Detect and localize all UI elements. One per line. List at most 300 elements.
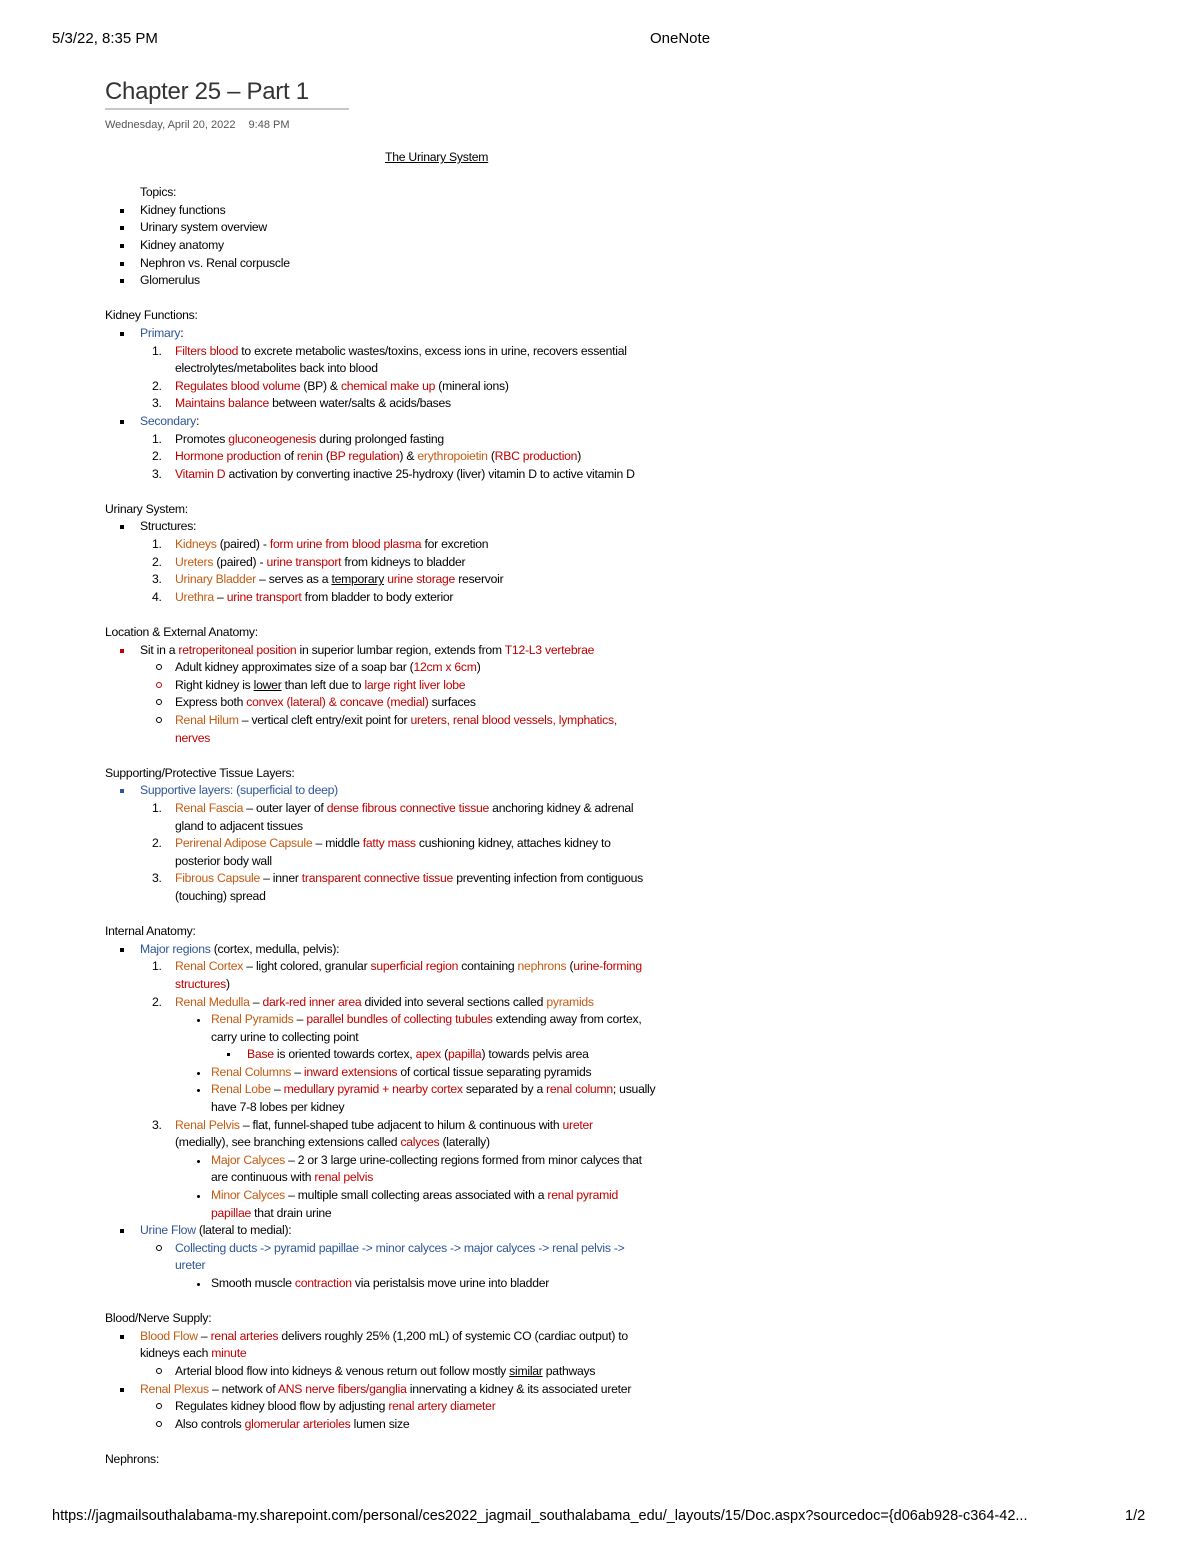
note-text: for excretion [421,537,489,552]
bullet-dot-icon [197,1160,200,1163]
list-number: 1. [152,431,162,446]
note-text: Urinary System: [105,501,188,516]
note-text: Arterial blood flow into kidneys & venous return out follow mostly [175,1363,510,1378]
note-text: have 7-8 lobes per kidney [211,1100,345,1115]
note-text: ) & [399,449,418,464]
note-text: Structures: [140,519,197,534]
note-text: (cortex, medulla, pelvis): [210,941,340,956]
bullet-square-icon [120,209,124,213]
note-line [105,1275,745,1293]
note-text: Secondary [140,413,197,428]
note-line [105,1029,745,1047]
note-line [105,431,745,449]
note-text: papilla [447,1047,482,1062]
note-line [105,395,745,413]
bullet-square-icon [120,1335,124,1339]
page-datetime [105,119,745,131]
note-text: – outer layer of [243,800,327,815]
note-text: : [180,325,184,340]
note-text: (lateral to medial): [195,1223,292,1238]
bullet-square-icon [120,1229,124,1233]
bullet-dot-icon [197,1283,200,1286]
note-text: ( [566,959,574,974]
note-text: ( [322,449,330,464]
page-date: Wednesday, April 20, 2022 [105,119,236,131]
note-text: that drain urine [251,1205,332,1220]
note-text: Blood Flow [140,1328,198,1343]
note-line [105,1293,745,1311]
note-text: Filters blood [175,343,239,358]
bullet-circle-icon [156,1421,162,1427]
note-text: renal pyramid [547,1188,619,1203]
note-line [105,343,745,361]
note-text: dense fibrous connective tissue [326,800,490,815]
note-text: Renal Pyramids [211,1012,294,1027]
note-line [105,501,745,519]
note-text: activation by converting inactive 25-hydroxy (liver) vitamin D to active vitamin D [225,466,635,481]
note-text: medullary pyramid + nearby cortex [283,1082,463,1097]
list-number: 3. [152,1117,162,1132]
note-text: Promotes [175,431,229,446]
note-text: innervating a kidney & its associated ureter [406,1381,632,1396]
note-text: parallel bundles of collecting tubules [306,1012,493,1027]
note-line [105,923,745,941]
note-line [105,1328,745,1346]
note-text: – network of [208,1381,278,1396]
note-text: during prolonged fasting [316,431,444,446]
list-number: 2. [152,449,162,464]
note-text: Fibrous Capsule [175,871,260,886]
note-text: Internal Anatomy: [105,924,196,939]
note-text: of [280,449,297,464]
note-text: preventing infection from contiguous [453,871,644,886]
note-text: of cortical tissue separating pyramids [397,1064,592,1079]
note-text: reservoir [455,572,504,587]
note-text: – [270,1082,284,1097]
note-line [105,747,745,765]
note-text: containing [458,959,518,974]
note-text: ) [226,976,230,991]
note-text: ureter [562,1117,593,1132]
note-text: ureters, renal blood vessels, lymphatics, [410,713,617,727]
note-text: Smooth muscle [211,1276,295,1290]
note-text: Renal Hilum [175,713,239,727]
note-text: Blood/Nerve Supply: [105,1311,212,1326]
list-number: 2. [152,378,162,393]
bullet-circle-icon [156,699,162,705]
note-text: cushioning kidney, attaches kidney to [415,836,611,851]
note-line [105,642,745,660]
note-text: Major regions [140,941,211,956]
note-text: renal pelvis [314,1170,374,1185]
note-line [105,589,745,607]
note-line [105,1117,745,1135]
bullet-dot-icon [197,1195,200,1198]
note-line [105,853,745,871]
note-line [105,255,745,273]
note-text: lumen size [350,1416,410,1431]
note-text: anchoring kidney & adrenal [489,800,634,815]
note-text: – 2 or 3 large urine-collecting regions formed from minor calyces that [284,1152,642,1167]
note-text: Vitamin D [175,466,226,481]
note-text: urine-forming [573,959,642,974]
note-text: Adult kidney approximates size of a soap bar ( [175,660,414,675]
note-line [105,677,745,695]
note-text: gluconeogenesis [228,431,317,446]
note-line [105,378,745,396]
note-line [105,219,745,237]
note-text: gland to adjacent tissues [175,818,303,833]
bullet-dot-icon [197,1089,200,1092]
note-text: Supportive layers: (superficial to deep) [140,783,338,798]
note-text: Renal Cortex [175,959,244,974]
bullet-circle-icon [156,1403,162,1409]
note-text: Hormone production [175,449,281,464]
note-text: – [213,589,227,604]
note-text: kidneys each [140,1346,212,1361]
note-text: pyramids [546,994,594,1009]
bullet-dot-icon [197,1019,200,1022]
note-text: contraction [294,1276,352,1290]
note-line [105,1152,745,1170]
note-line [105,466,745,484]
list-number: 1. [152,800,162,815]
note-text: ) towards pelvis area [481,1047,589,1062]
list-number: 1. [152,537,162,552]
note-text: ureter [175,1258,206,1273]
note-text: Maintains balance [175,396,269,411]
note-text: Right kidney is [175,677,254,692]
note-text: – light colored, granular [243,959,371,974]
note-text: – inner [260,871,302,886]
note-line [105,360,745,378]
bullet-dot-icon [197,1072,200,1075]
note-line [105,730,745,748]
note-text: extending away from cortex, [492,1012,642,1027]
note-line [105,1046,745,1064]
note-line [105,272,745,290]
note-line [105,518,745,536]
note-line [105,694,745,712]
page-time: 9:48 PM [248,119,290,131]
note-line [105,1064,745,1082]
note-text: – [293,1012,307,1027]
note-text: structures [175,976,227,991]
note-text: form urine from blood plasma [269,537,422,552]
note-line [105,149,745,167]
note-text: – vertical cleft entry/exit point for [238,713,411,727]
note-text: ( [441,1047,448,1062]
note-text: erythropoietin [417,449,488,464]
list-number: 1. [152,959,162,974]
note-text: Primary [140,325,181,340]
note-text: urine transport [226,589,302,604]
note-line [105,958,745,976]
note-text: in superior lumbar region, extends from [296,642,505,657]
note-text: 12cm x 6cm [413,660,477,675]
note-text: Sit in a [140,642,179,657]
bullet-square-icon [120,244,124,248]
note-text: Urinary system overview [140,220,267,235]
note-text: Topics: [140,185,177,200]
bullet-circle-icon [156,1368,162,1374]
note-text: (touching) spread [175,888,266,903]
note-text: (paired) - [213,554,267,569]
note-line [105,765,745,783]
note-text: – [197,1328,211,1343]
note-text: nerves [175,730,211,745]
bullet-circle-icon [156,1245,162,1251]
note-text: nephrons [517,959,567,974]
note-text: ) [577,449,582,464]
note-text: Minor Calyces [211,1188,285,1203]
note-text: Glomerulus [140,273,200,288]
list-number: 3. [152,466,162,481]
note-text: (mineral ions) [435,378,509,393]
note-line [105,1363,745,1381]
note-line [105,906,745,924]
note-text: similar [509,1363,543,1378]
list-number: 3. [152,572,162,587]
note-text: Renal Fascia [175,800,244,815]
note-line [105,1257,745,1275]
note-text: Kidney anatomy [140,237,224,252]
note-text: Nephrons: [105,1451,159,1466]
note-text: renin [296,449,323,464]
note-text: – middle [312,836,363,851]
note-text: transparent connective tissue [301,871,454,886]
note-line [105,325,745,343]
note-line [105,1011,745,1029]
page-title[interactable]: Chapter 25 – Part 1 [105,78,349,110]
note-line [105,413,745,431]
note-text: divided into several sections called [361,994,547,1009]
bullet-circle-icon [156,717,162,723]
bullet-square-icon [120,226,124,230]
note-text: urine transport [266,554,342,569]
note-line [105,712,745,730]
list-number: 2. [152,836,162,851]
note-text: renal column [546,1082,613,1097]
bullet-square-icon [120,789,124,793]
note-body[interactable] [105,149,745,1469]
note-text: urine storage [387,572,456,587]
note-text: superficial region [370,959,459,974]
note-text: – [291,1064,304,1079]
note-text: (laterally) [439,1135,490,1150]
note-text: than left due to [281,677,365,692]
note-text: Kidney functions [140,202,226,217]
list-number: 2. [152,994,162,1009]
note-text: Supporting/Protective Tissue Layers: [105,765,295,780]
note-line [105,941,745,959]
note-text: Regulates blood volume [175,378,301,393]
note-text: pathways [542,1363,596,1378]
note-line [105,1345,745,1363]
note-text: posterior body wall [175,853,272,868]
list-number: 3. [152,396,162,411]
note-text: minute [211,1346,247,1361]
note-text: papillae [211,1205,252,1220]
note-text: renal artery diameter [388,1399,496,1414]
note-text: large right liver lobe [364,677,466,692]
print-url: https://jagmailsouthalabama-my.sharepoint.com/personal/ces2022_jagmail_southalabama_edu/_layouts/15/Doc.aspx?sourcedoc={d06ab928-c364-42... [52,1508,1028,1524]
note-line [105,202,745,220]
note-text: via peristalsis move urine into bladder [351,1276,550,1290]
note-text: – multiple small collecting areas associated with a [284,1188,548,1203]
bullet-square-icon [120,332,124,336]
note-line [105,290,745,308]
note-text: separated by a [462,1082,547,1097]
note-text: RBC production [494,449,578,464]
note-line [105,237,745,255]
note-text: Also controls [175,1416,245,1431]
note-text: delivers roughly 25% (1,200 mL) of systemic CO (cardiac output) to [278,1328,628,1343]
page-count: 1/2 [1125,1508,1146,1524]
note-line [105,1205,745,1223]
note-text: inward extensions [303,1064,398,1079]
note-text: ANS nerve fibers/ganglia [277,1381,407,1396]
note-line [105,994,745,1012]
note-text: (BP) & [300,378,341,393]
note-text: Urinary Bladder [175,572,256,587]
note-text: renal arteries [210,1328,279,1343]
note-text: Perirenal Adipose Capsule [175,836,313,851]
note-line [105,1081,745,1099]
note-page [105,78,745,1469]
note-text: (paired) - [216,537,270,552]
note-text: (medially), see branching extensions called [175,1135,401,1150]
note-line [105,1433,745,1451]
note-text: chemical make up [340,378,436,393]
note-text: glomerular arterioles [244,1416,351,1431]
note-text: temporary [331,572,385,587]
bullet-circle-icon [156,664,162,670]
note-line [105,1310,745,1328]
note-text: electrolytes/metabolites back into blood [175,361,378,376]
note-line [105,448,745,466]
note-line [105,1222,745,1240]
note-line [105,888,745,906]
note-text: The Urinary System [385,150,489,164]
note-text: is oriented towards cortex, [273,1047,416,1062]
note-line [105,1134,745,1152]
note-text: – serves as a [255,572,332,587]
note-text: apex [415,1047,441,1062]
app-title: OneNote [650,30,711,47]
note-text: – [249,994,263,1009]
note-line [105,554,745,572]
note-text: fatty mass [362,836,416,851]
note-line [105,1099,745,1117]
note-text: to excrete metabolic wastes/toxins, excess ions in urine, recovers essential [238,343,627,358]
note-line [105,818,745,836]
list-number: 3. [152,871,162,886]
note-line [105,1451,745,1469]
bullet-square-icon [120,1388,124,1392]
note-line [105,782,745,800]
note-line [105,976,745,994]
list-number: 1. [152,343,162,358]
note-text: Renal Plexus [140,1381,209,1396]
note-text: carry urine to collecting point [211,1029,359,1044]
note-text: between water/salts & acids/bases [269,396,451,411]
note-text: Express both [175,695,247,710]
note-line [105,1381,745,1399]
note-text: Urethra [175,589,214,604]
note-line [105,167,745,185]
note-text: : [196,413,200,428]
note-line [105,624,745,642]
note-text: Location & External Anatomy: [105,625,258,640]
note-text: Nephron vs. Renal corpuscle [140,255,290,270]
note-line [105,659,745,677]
note-line [105,307,745,325]
note-text: dark-red inner area [262,994,362,1009]
note-line [105,1169,745,1187]
note-text: Major Calyces [211,1152,285,1167]
note-text: ; usually [612,1082,656,1097]
note-line [105,835,745,853]
note-text: surfaces [428,695,476,710]
print-datetime: 5/3/22, 8:35 PM [52,30,158,47]
note-text: calyces [400,1135,440,1150]
bullet-square-icon [227,1053,230,1056]
bullet-square-icon [120,525,124,529]
note-line [105,1398,745,1416]
note-line [105,870,745,888]
note-text: Kidneys [175,537,217,552]
note-line [105,571,745,589]
note-line [105,1416,745,1434]
note-text: Ureters [175,554,214,569]
note-text: – flat, funnel-shaped tube adjacent to hilum & continuous with [239,1117,563,1132]
note-text: retroperitoneal position [178,642,297,657]
bullet-circle-icon [156,682,162,688]
note-text: ) [476,660,481,675]
note-text: Kidney Functions: [105,308,198,323]
note-text: from bladder to body exterior [301,589,454,604]
bullet-square-icon [120,262,124,266]
note-text: Renal Lobe [211,1082,271,1097]
note-line [105,536,745,554]
note-line [105,606,745,624]
note-text: ( [487,449,495,464]
note-text: from kidneys to bladder [341,554,466,569]
note-line [105,483,745,501]
note-line [105,1187,745,1205]
bullet-square-icon [120,279,124,283]
list-number: 4. [152,589,162,604]
bullet-square-icon [120,649,124,653]
note-line [105,800,745,818]
note-text: lower [253,677,282,692]
note-text: Renal Columns [211,1064,292,1079]
note-text: Collecting ducts -> pyramid papillae -> minor calyces -> major calyces -> renal pelvis -> [175,1240,625,1255]
note-line [105,1240,745,1258]
note-text: convex (lateral) & concave (medial) [246,695,429,710]
note-text: Base [247,1047,274,1062]
note-line [105,184,745,202]
list-number: 2. [152,554,162,569]
note-text: Renal Medulla [175,994,250,1009]
note-text: Regulates kidney blood flow by adjusting [175,1399,389,1414]
note-text: are continuous with [211,1170,315,1185]
note-text: BP regulation [329,449,400,464]
bullet-square-icon [120,420,124,424]
bullet-square-icon [120,948,124,952]
note-text: Urine Flow [140,1223,196,1238]
